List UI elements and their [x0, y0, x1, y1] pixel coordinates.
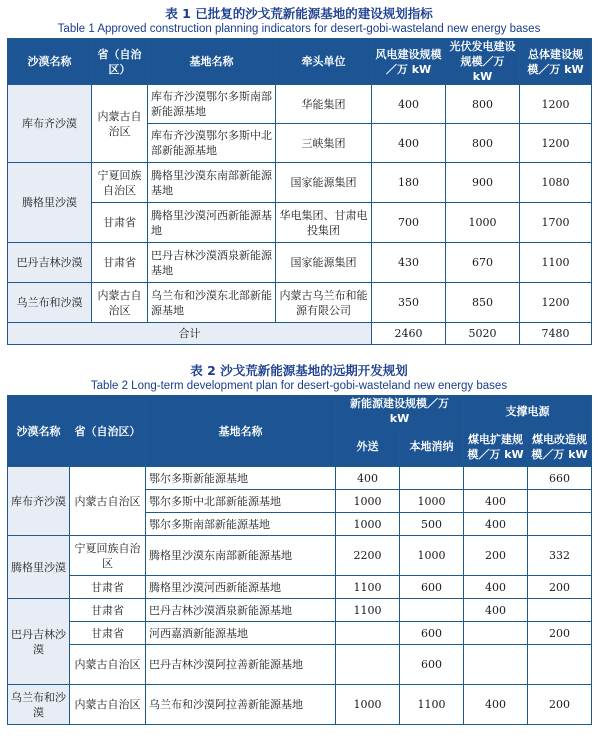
table2-header-desert: 沙漠名称	[8, 396, 70, 467]
table-row	[8, 163, 592, 203]
table2	[7, 395, 592, 725]
export-cell: 1000	[336, 513, 400, 536]
base-cell: 乌兰布和沙漠东北部新能源基地	[148, 283, 276, 323]
base-cell: 鄂尔多斯中北部新能源基地	[146, 490, 336, 513]
coal-new-cell	[464, 645, 528, 685]
province-cell: 内蒙古自治区	[92, 85, 148, 163]
table2-title-cn: 表 2 沙戈荒新能源基地的远期开发规划	[190, 363, 408, 378]
local-cell: 500	[400, 513, 464, 536]
export-cell	[336, 622, 400, 645]
province-cell: 甘肃省	[70, 576, 146, 599]
total-total: 7480	[520, 323, 592, 345]
table-row	[8, 599, 592, 622]
total-cell: 1200	[520, 124, 592, 163]
table1-header-wind: 风电建设规模／万 kW	[372, 39, 446, 85]
base-cell: 库布齐沙漠鄂尔多斯南部新能源基地	[148, 85, 276, 124]
lead-cell: 华能集团	[276, 85, 372, 124]
table-row	[8, 85, 592, 124]
pv-cell: 800	[446, 85, 520, 124]
export-cell: 1100	[336, 599, 400, 622]
table-row	[8, 203, 592, 243]
base-cell: 河西嘉酒新能源基地	[146, 622, 336, 645]
lead-cell: 华电集团、甘肃电投集团	[276, 203, 372, 243]
table-row	[8, 576, 592, 599]
table-row	[8, 645, 592, 685]
province-cell: 内蒙古自治区	[70, 467, 146, 536]
total-label: 合计	[8, 323, 372, 345]
table1-header-lead: 牵头单位	[276, 39, 372, 85]
local-cell: 1000	[400, 490, 464, 513]
wind-cell: 350	[372, 283, 446, 323]
desert-cell: 库布齐沙漠	[8, 467, 70, 536]
table1-title-cn: 表 1 已批复的沙戈荒新能源基地的建设规划指标	[165, 6, 433, 21]
desert-cell: 腾格里沙漠	[8, 163, 92, 243]
base-cell: 鄂尔多斯新能源基地	[146, 467, 336, 490]
local-cell	[400, 599, 464, 622]
export-cell: 400	[336, 467, 400, 490]
total-wind: 2460	[372, 323, 446, 345]
table2-header-coal-retro: 煤电改造规模／万 kW	[528, 427, 592, 467]
lead-cell: 三峡集团	[276, 124, 372, 163]
pv-cell: 800	[446, 124, 520, 163]
coal-retro-cell: 200	[528, 685, 592, 725]
coal-new-cell: 400	[464, 513, 528, 536]
table2-header-support: 支撑电源	[464, 396, 592, 427]
total-cell: 1700	[520, 203, 592, 243]
local-cell: 600	[400, 622, 464, 645]
province-cell: 甘肃省	[92, 203, 148, 243]
total-cell: 1100	[520, 243, 592, 283]
local-cell: 600	[400, 576, 464, 599]
total-cell: 1080	[520, 163, 592, 203]
coal-new-cell	[464, 467, 528, 490]
province-cell: 甘肃省	[92, 243, 148, 283]
base-cell: 巴丹吉林沙漠酒泉新能源基地	[148, 243, 276, 283]
province-cell: 甘肃省	[70, 622, 146, 645]
coal-new-cell: 400	[464, 685, 528, 725]
table1	[7, 38, 592, 345]
base-cell: 乌兰布和沙漠阿拉善新能源基地	[146, 685, 336, 725]
table1-header-desert: 沙漠名称	[8, 39, 92, 85]
export-cell: 1100	[336, 576, 400, 599]
table2-header-coal-new: 煤电扩建规模／万 kW	[464, 427, 528, 467]
total-pv: 5020	[446, 323, 520, 345]
total-cell: 1200	[520, 85, 592, 124]
province-cell: 甘肃省	[70, 599, 146, 622]
table2-header-province: 省（自治区）	[70, 396, 146, 467]
export-cell	[336, 645, 400, 685]
table-row	[8, 685, 592, 725]
local-cell: 600	[400, 645, 464, 685]
coal-retro-cell	[528, 645, 592, 685]
table2-header-new-energy: 新能源建设规模／万 kW	[336, 396, 464, 427]
coal-new-cell	[464, 622, 528, 645]
lead-cell: 国家能源集团	[276, 163, 372, 203]
wind-cell: 700	[372, 203, 446, 243]
wind-cell: 430	[372, 243, 446, 283]
base-cell: 巴丹吉林沙漠酒泉新能源基地	[146, 599, 336, 622]
table2-title-en: Table 2 Long-term development plan for desert-gobi-wasteland new energy bases	[90, 380, 508, 392]
table-row	[8, 622, 592, 645]
export-cell: 2200	[336, 536, 400, 576]
local-cell	[400, 467, 464, 490]
pv-cell: 850	[446, 283, 520, 323]
province-cell: 内蒙古自治区	[70, 685, 146, 725]
province-cell: 内蒙古自治区	[70, 645, 146, 685]
base-cell: 腾格里沙漠河西新能源基地	[146, 576, 336, 599]
export-cell: 1000	[336, 685, 400, 725]
desert-cell: 乌兰布和沙漠	[8, 283, 92, 323]
table1-header-pv: 光伏发电建设规模／万 kW	[446, 39, 520, 85]
desert-cell: 腾格里沙漠	[8, 536, 70, 599]
table-row	[8, 536, 592, 576]
province-cell: 宁夏回族自治区	[92, 163, 148, 203]
base-cell: 腾格里沙漠东南部新能源基地	[146, 536, 336, 576]
export-cell: 1000	[336, 490, 400, 513]
lead-cell: 国家能源集团	[276, 243, 372, 283]
local-cell: 1100	[400, 685, 464, 725]
table2-header-row	[8, 396, 592, 427]
base-cell: 腾格里沙漠河西新能源基地	[148, 203, 276, 243]
desert-cell: 库布齐沙漠	[8, 85, 92, 163]
table1-header-total: 总体建设规模／万 kW	[520, 39, 592, 85]
pv-cell: 1000	[446, 203, 520, 243]
table1-total-row	[8, 323, 592, 345]
desert-cell: 乌兰布和沙漠	[8, 685, 70, 725]
base-cell: 腾格里沙漠东南部新能源基地	[148, 163, 276, 203]
coal-retro-cell	[528, 513, 592, 536]
table1-header-row	[8, 39, 592, 85]
coal-retro-cell	[528, 490, 592, 513]
coal-new-cell: 200	[464, 536, 528, 576]
coal-retro-cell: 332	[528, 536, 592, 576]
desert-cell: 巴丹吉林沙漠	[8, 243, 92, 283]
total-cell: 1200	[520, 283, 592, 323]
table1-title-en: Table 1 Approved construction planning indicators for desert-gobi-wasteland new energy bases	[57, 23, 541, 35]
base-cell: 鄂尔多斯南部新能源基地	[146, 513, 336, 536]
coal-new-cell: 400	[464, 576, 528, 599]
coal-retro-cell: 660	[528, 467, 592, 490]
coal-retro-cell: 200	[528, 622, 592, 645]
base-cell: 库布齐沙漠鄂尔多斯中北部新能源基地	[148, 124, 276, 163]
pv-cell: 670	[446, 243, 520, 283]
table-row	[8, 283, 592, 323]
table1-header-province: 省（自治区）	[92, 39, 148, 85]
province-cell: 内蒙古自治区	[92, 283, 148, 323]
table2-header-base: 基地名称	[146, 396, 336, 467]
table2-header-export: 外送	[336, 427, 400, 467]
table2-header-local: 本地消纳	[400, 427, 464, 467]
table-row	[8, 467, 592, 490]
coal-retro-cell	[528, 599, 592, 622]
wind-cell: 400	[372, 85, 446, 124]
coal-new-cell: 400	[464, 490, 528, 513]
base-cell: 巴丹吉林沙漠阿拉善新能源基地	[146, 645, 336, 685]
coal-retro-cell: 200	[528, 576, 592, 599]
wind-cell: 180	[372, 163, 446, 203]
pv-cell: 900	[446, 163, 520, 203]
table1-header-base: 基地名称	[148, 39, 276, 85]
province-cell: 宁夏回族自治区	[70, 536, 146, 576]
coal-new-cell: 400	[464, 599, 528, 622]
desert-cell: 巴丹吉林沙漠	[8, 599, 70, 685]
table-row	[8, 243, 592, 283]
lead-cell: 内蒙古乌兰布和能源有限公司	[276, 283, 372, 323]
local-cell: 1000	[400, 536, 464, 576]
wind-cell: 400	[372, 124, 446, 163]
